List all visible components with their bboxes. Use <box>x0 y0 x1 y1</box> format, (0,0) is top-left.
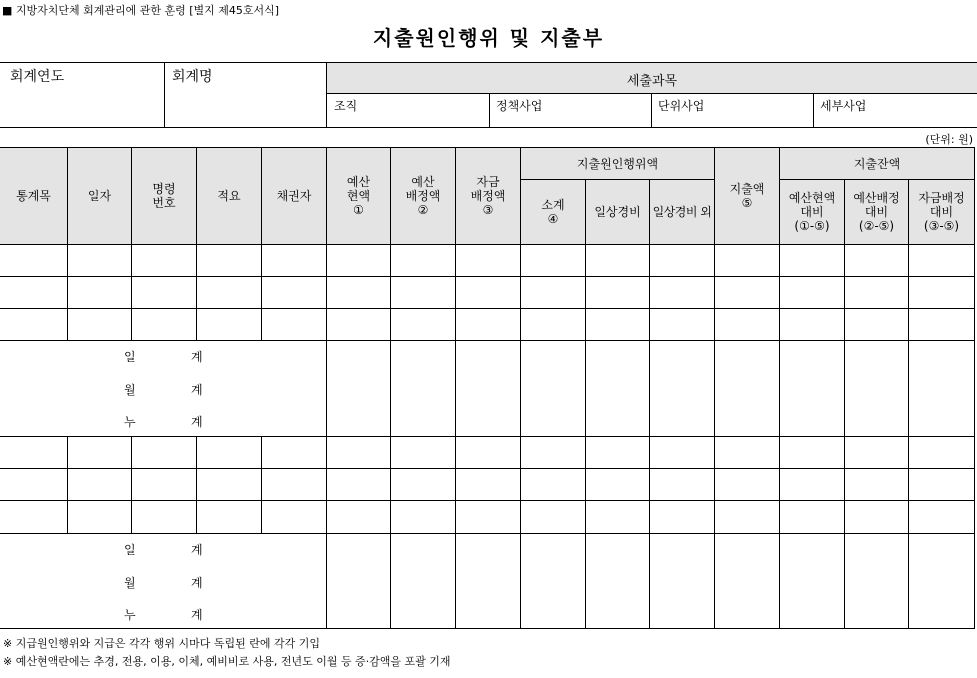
monthly-total-suffix: 계 <box>191 383 203 397</box>
footnote-2: ※ 예산현액란에는 추경, 전용, 이용, 이체, 예비비로 사용, 전년도 이월 등 증·감액을 포괄 기재 <box>3 655 451 668</box>
org-label: 조직 <box>334 99 358 113</box>
policy-project-label: 정책사업 <box>496 99 543 113</box>
col-subtotal: 소계 ④ <box>541 198 565 226</box>
footnote-1: ※ 지급원인행위와 지급은 각각 행위 시마다 독립된 란에 각각 기입 <box>3 637 320 650</box>
col-order-no: 명령 번호 <box>152 182 176 210</box>
fiscal-year-label: 회계연도 <box>10 69 65 85</box>
unit-project-label: 단위사업 <box>658 99 705 113</box>
col-account: 통계목 <box>16 189 51 203</box>
col-vs-budget-alloc: 예산배정 대비 (②-⑤) <box>853 191 900 233</box>
detail-project-label: 세부사업 <box>820 99 867 113</box>
col-fund-alloc: 자금 배정액 ③ <box>470 175 506 217</box>
col-date: 일자 <box>87 189 112 203</box>
monthly-total-suffix: 계 <box>191 576 203 590</box>
expenditure-subject-label: 세출과목 <box>626 74 678 89</box>
daily-total-label: 일 <box>124 543 136 557</box>
daily-total-label: 일 <box>124 350 136 364</box>
cumulative-total-label: 누 <box>124 415 136 429</box>
monthly-total-label: 월 <box>124 383 136 397</box>
daily-total-suffix: 계 <box>191 350 203 364</box>
form-reference: ■ 지방자치단체 회계관리에 관한 훈령 [별지 제45호서식] <box>2 4 280 17</box>
col-budget-alloc: 예산 배정액 ② <box>405 175 441 217</box>
col-budget-current: 예산 현액 ① <box>346 175 371 217</box>
account-name-label: 회계명 <box>172 69 213 85</box>
cumulative-total-suffix: 계 <box>191 608 203 622</box>
col-non-ordinary-expense: 일상경비 외 <box>652 205 712 219</box>
col-expenditure: 지출액 ⑤ <box>729 182 765 210</box>
unit-note: (단위: 원) <box>925 133 973 146</box>
group-expenditure-cause: 지출원인행위액 <box>576 156 659 171</box>
col-vs-fund-alloc: 자금배정 대비 (③-⑤) <box>918 191 965 233</box>
cumulative-total-suffix: 계 <box>191 415 203 429</box>
col-creditor: 채권자 <box>276 189 312 203</box>
page-title: 지출원인행위 및 지출부 <box>372 26 605 50</box>
daily-total-suffix: 계 <box>191 543 203 557</box>
col-ordinary-expense: 일상경비 <box>594 205 641 219</box>
monthly-total-label: 월 <box>124 576 136 590</box>
col-vs-budget-current: 예산현액 대비 (①-⑤) <box>788 191 836 233</box>
group-balance: 지출잔액 <box>853 156 901 171</box>
col-summary: 적요 <box>217 189 241 203</box>
cumulative-total-label: 누 <box>124 608 136 622</box>
